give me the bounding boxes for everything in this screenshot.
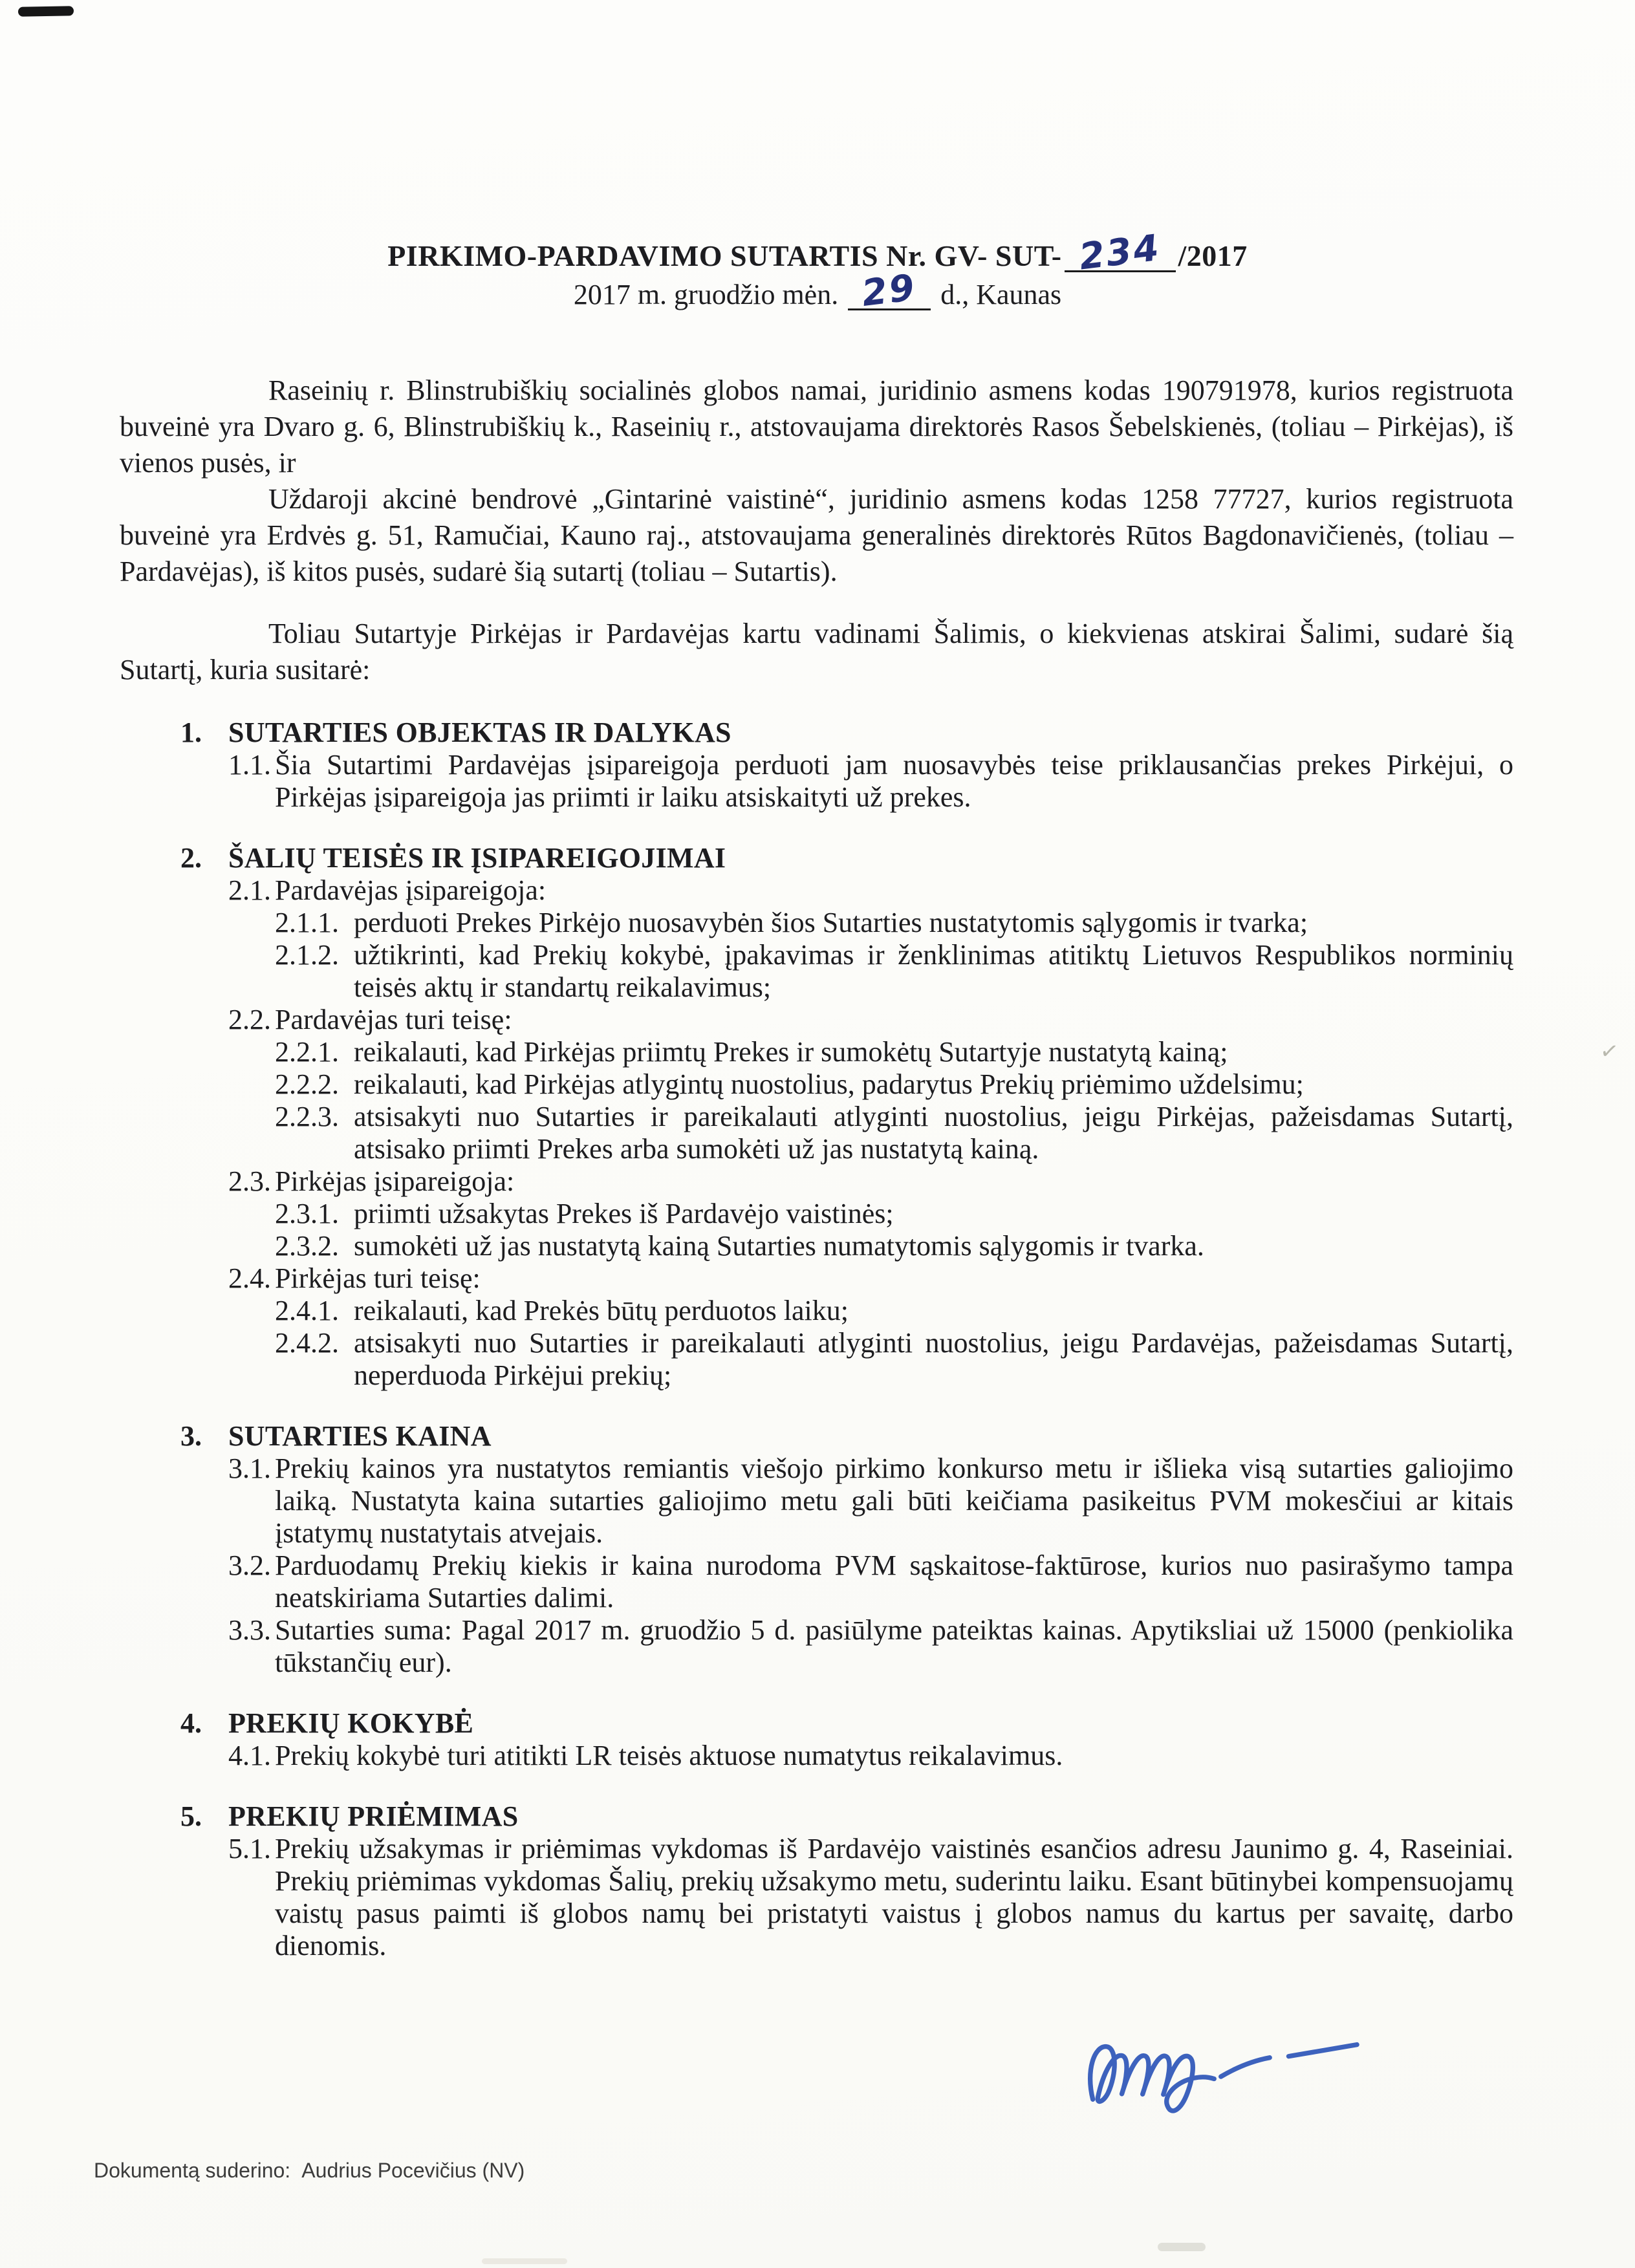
section-title: SUTARTIES OBJEKTAS IR DALYKAS xyxy=(228,717,731,748)
section-heading xyxy=(180,717,1513,749)
section-title: PREKIŲ KOKYBĖ xyxy=(228,1707,474,1739)
scan-smudge xyxy=(1158,2243,1206,2251)
date-prefix: 2017 m. gruodžio mėn. xyxy=(573,279,839,310)
subclause-text: reikalauti, kad Pirkėjas priimtų Prekes ir sumokėtų Sutartyje nustatytą kainą; xyxy=(354,1036,1228,1068)
contract-clause xyxy=(228,1550,1513,1614)
subclause-number: 2.2.2. xyxy=(275,1068,339,1100)
clause-number: 2.3. xyxy=(228,1165,271,1197)
clause-text: Šia Sutartimi Pardavėjas įsipareigoja perduoti jam nuosavybės teise priklausančias prekes Pirkėjui, o Pirkėjas įsipareigoja jas priimti ir laiku atsiskaityti už prekes. xyxy=(275,749,1513,813)
subclause-text: užtikrinti, kad Prekių kokybė, įpakavimas ir ženklinimas atitiktų Lietuvos Respublikos norminių teisės aktų ir standartų reikalavimus; xyxy=(354,939,1513,1003)
contract-sections xyxy=(0,717,1513,1962)
contract-clause xyxy=(228,1833,1513,1962)
contract-section xyxy=(180,1800,1513,1962)
contract-subclause xyxy=(275,1101,1513,1165)
contract-clause xyxy=(228,1004,1513,1036)
subclause-number: 2.2.1. xyxy=(275,1036,339,1068)
contract-number-blank xyxy=(1065,226,1176,279)
subclause-number: 2.4.2. xyxy=(275,1327,339,1359)
clause-number: 5.1. xyxy=(228,1833,271,1864)
clause-text: Pirkėjas turi teisę: xyxy=(275,1262,481,1294)
handwritten-day: 29 xyxy=(860,266,919,315)
scan-artifact-mark xyxy=(18,6,74,16)
section-heading xyxy=(180,1420,1513,1453)
clause-text: Pardavėjas turi teisę: xyxy=(275,1004,512,1035)
clause-number: 2.1. xyxy=(228,874,271,906)
clause-text: Sutarties suma: Pagal 2017 m. gruodžio 5 d. pasiūlyme pateiktas kainas. Apytiksliai už 15000 (penkiolika tūkstančių eur). xyxy=(275,1614,1513,1678)
intro-paragraph-parties: Toliau Sutartyje Pirkėjas ir Pardavėjas kartu vadinami Šalimis, o kiekvienas atskirai Šalimi, sudarė šią Sutartį, kuria susitarė: xyxy=(120,618,1513,686)
contract-preamble xyxy=(120,373,1513,688)
subclause-text: atsisakyti nuo Sutarties ir pareikalauti atlyginti nuostolius, jeigu Pirkėjas, pažeisdamas Sutartį, atsisako priimti Prekes arba sumokėti už jas nustatytą kainą. xyxy=(354,1101,1513,1165)
footer-note xyxy=(94,2159,531,2183)
intro-paragraph-buyer: Raseinių r. Blinstrubiškių socialinės globos namai, juridinio asmens kodas 190791978, kurios registruota buveinė yra Dvaro g. 6, Blinstrubiškių k., Raseinių r., atstovaujama direktorės Rasos Šebelskienės, (toliau – Pirkėjas), iš vienos pusės, ir xyxy=(120,374,1513,479)
contract-clause xyxy=(228,1740,1513,1772)
section-number: 3. xyxy=(180,1420,202,1452)
subclause-number: 2.2.3. xyxy=(275,1101,339,1132)
day-blank xyxy=(848,266,931,315)
title-suffix: /2017 xyxy=(1178,239,1248,272)
contract-subclause xyxy=(275,1295,1513,1327)
subclause-text: reikalauti, kad Prekės būtų perduotos laiku; xyxy=(354,1295,849,1326)
section-number: 4. xyxy=(180,1707,202,1739)
subclause-number: 2.4.1. xyxy=(275,1295,339,1326)
subclause-text: atsisakyti nuo Sutarties ir pareikalauti atlyginti nuostolius, jeigu Pardavėjas, pažeisdamas Sutartį, neperduoda Pirkėjui prekių; xyxy=(354,1327,1513,1391)
footer-name: Audrius Pocevičius (NV) xyxy=(301,2159,525,2182)
contract-section xyxy=(180,717,1513,814)
contract-clause xyxy=(228,1262,1513,1295)
section-number: 5. xyxy=(180,1800,202,1832)
signature-scribble-icon xyxy=(1070,1999,1387,2133)
contract-clause xyxy=(228,1614,1513,1679)
page-title xyxy=(0,226,1635,279)
contract-subclause xyxy=(275,1036,1513,1068)
section-title: PREKIŲ PRIĖMIMAS xyxy=(228,1800,519,1832)
contract-clause xyxy=(228,874,1513,907)
contract-section xyxy=(180,842,1513,1392)
contract-subclause xyxy=(275,939,1513,1004)
section-heading xyxy=(180,1707,1513,1740)
section-title: ŠALIŲ TEISĖS IR ĮSIPAREIGOJIMAI xyxy=(228,842,726,874)
contract-subclause xyxy=(275,907,1513,939)
document-header xyxy=(0,0,1635,315)
contract-section xyxy=(180,1420,1513,1679)
clause-number: 3.2. xyxy=(228,1550,271,1581)
contract-subclause xyxy=(275,1068,1513,1101)
subclause-number: 2.1.1. xyxy=(275,907,339,938)
contract-subclause xyxy=(275,1198,1513,1230)
section-heading xyxy=(180,1800,1513,1833)
clause-number: 2.4. xyxy=(228,1262,271,1294)
clause-text: Pirkėjas įsipareigoja: xyxy=(275,1165,515,1197)
contract-clause xyxy=(228,1165,1513,1198)
contract-subclause xyxy=(275,1230,1513,1262)
subclause-text: reikalauti, kad Pirkėjas atlygintų nuostolius, padarytus Prekių priėmimo uždelsimu; xyxy=(354,1068,1304,1100)
footer-label: Dokumentą suderino: xyxy=(94,2159,291,2182)
section-number: 1. xyxy=(180,717,202,748)
subclause-text: sumokėti už jas nustatytą kainą Sutarties numatytomis sąlygomis ir tvarka. xyxy=(354,1230,1204,1262)
clause-text: Prekių užsakymas ir priėmimas vykdomas iš Pardavėjo vaistinės esančios adresu Jaunimo g. 4, Raseiniai. Prekių priėmimas vykdomas Šalių, prekių užsakymo metu, suderintu laiku. Esant būtinybei kompensuojamų vaistų pasus paimti iš globos namų bei pristatyti vaistus į globos namus du kartus per savaitę, darbo dienomis. xyxy=(275,1833,1513,1961)
clause-text: Pardavėjas įsipareigoja: xyxy=(275,874,547,906)
subclause-text: priimti užsakytas Prekes iš Pardavėjo vaistinės; xyxy=(354,1198,894,1229)
intro-paragraph-seller: Uždaroji akcinė bendrovė „Gintarinė vaistinė“, juridinio asmens kodas 1258 77727, kurios registruota buveinė yra Erdvės g. 51, Ramučiai, Kauno raj., atstovaujama generalinės direktorės Rūtos Bagdonavičienės, (toliau – Pardavėjas), iš kitos pusės, sudarė šią sutartį (toliau – Sutartis). xyxy=(120,483,1513,587)
clause-text: Prekių kokybė turi atitikti LR teisės aktuose numatytus reikalavimus. xyxy=(275,1740,1063,1771)
subclause-number: 2.1.2. xyxy=(275,939,339,971)
section-heading xyxy=(180,842,1513,874)
date-suffix: d., Kaunas xyxy=(940,279,1062,310)
contract-subclause xyxy=(275,1327,1513,1392)
section-number: 2. xyxy=(180,842,202,874)
clause-number: 1.1. xyxy=(228,749,271,781)
subclause-text: perduoti Prekes Pirkėjo nuosavybėn šios Sutarties nustatytomis sąlygomis ir tvarka; xyxy=(354,907,1308,938)
title-prefix: PIRKIMO-PARDAVIMO SUTARTIS Nr. GV- SUT- xyxy=(387,239,1062,272)
clause-text: Prekių kainos yra nustatytos remiantis viešojo pirkimo konkurso metu ir išlieka visą sutarties galiojimo laiką. Nustatyta kaina sutarties galiojimo metu gali būti keičiama pasikeitus PVM mokesčiui ar kitais įstatymų nustatytais atvejais. xyxy=(275,1453,1513,1549)
scan-smudge xyxy=(482,2258,567,2264)
clause-number: 2.2. xyxy=(228,1004,271,1035)
handwritten-contract-number: 234 xyxy=(1076,226,1163,279)
contract-clause xyxy=(228,1453,1513,1550)
clause-number: 4.1. xyxy=(228,1740,271,1771)
signature-ink xyxy=(1070,1999,1387,2133)
clause-number: 3.3. xyxy=(228,1614,271,1646)
clause-text: Parduodamų Prekių kiekis ir kaina nurodoma PVM sąskaitose-faktūrose, kurios nuo pasirašymo tampa neatskiriama Sutarties dalimi. xyxy=(275,1550,1513,1614)
section-title: SUTARTIES KAINA xyxy=(228,1420,492,1452)
subclause-number: 2.3.1. xyxy=(275,1198,339,1229)
clause-number: 3.1. xyxy=(228,1453,271,1484)
scan-artifact-checkmark: ✓ xyxy=(1598,1037,1621,1066)
contract-section xyxy=(180,1707,1513,1772)
contract-clause xyxy=(228,749,1513,814)
subclause-number: 2.3.2. xyxy=(275,1230,339,1262)
date-line xyxy=(0,266,1635,315)
